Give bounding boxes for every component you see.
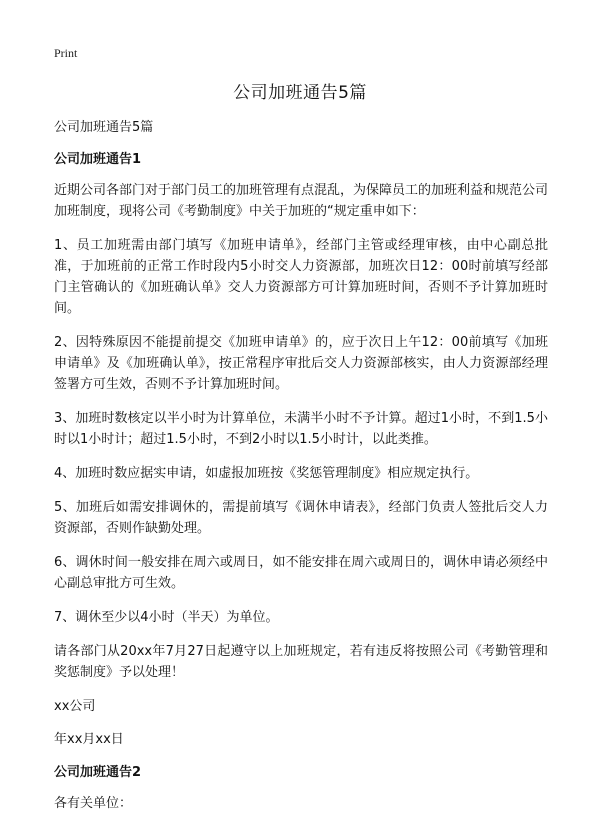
rule-item-7: 7、调休至少以4小时（半天）为单位。	[54, 610, 279, 625]
closing-paragraph: 请各部门从20xx年7月27日起遵守以上加班规定，若有违反将按照公司《考勤管理和奖惩制度》予以处理！	[54, 644, 548, 680]
rule-item-4: 4、加班时数应据实申请，如虚报加班按《奖惩管理制度》相应规定执行。	[54, 466, 479, 481]
document-date: 年xx月xx日	[54, 732, 124, 747]
rule-item-1: 1、员工加班需由部门填写《加班申请单》，经部门主管或经理审核，由中心副总批准，于加班前的正常工作时段内5小时交人力资源部，加班次日12：00时前填写经部门主管确认的《加班确认单》交人力资源部方可计算加班时间，否则不予计算加班时间。	[54, 238, 548, 316]
document-title: 公司加班通告5篇	[233, 83, 367, 103]
document-subtitle: 公司加班通告5篇	[54, 120, 154, 135]
rule-item-5: 5、加班后如需安排调休的，需提前填写《调休申请表》，经部门负责人签批后交人力资源部，否则作缺勤处理。	[54, 500, 548, 536]
rule-item-2: 2、因特殊原因不能提前提交《加班申请单》的，应于次日上午12：00前填写《加班申请单》及《加班确认单》，按正常程序审批后交人力资源部核实，由人力资源部经理签署方可生效，否则不予计算加班时间。	[54, 335, 548, 392]
greeting-line: 各有关单位：	[54, 796, 133, 811]
section-heading-1: 公司加班通告1	[54, 152, 142, 167]
rule-item-3: 3、加班时数核定以半小时为计算单位，未满半小时不予计算。超过1小时，不到1.5小时以1小时计；超过1.5小时，不到2小时以1.5小时计，以此类推。	[54, 411, 548, 447]
rule-item-6: 6、调休时间一般安排在周六或周日，如不能安排在周六或周日的，调休申请必须经中心副总审批方可生效。	[54, 555, 548, 591]
company-name: xx公司	[54, 699, 96, 714]
print-link[interactable]: Print	[54, 46, 78, 60]
document-body	[54, 117, 548, 826]
intro-paragraph: 近期公司各部门对于部门员工的加班管理有点混乱，为保障员工的加班利益和规范公司加班制度，现将公司《考勤制度》中关于加班的“规定重申如下：	[54, 183, 549, 219]
section-heading-2: 公司加班通告2	[54, 765, 142, 780]
